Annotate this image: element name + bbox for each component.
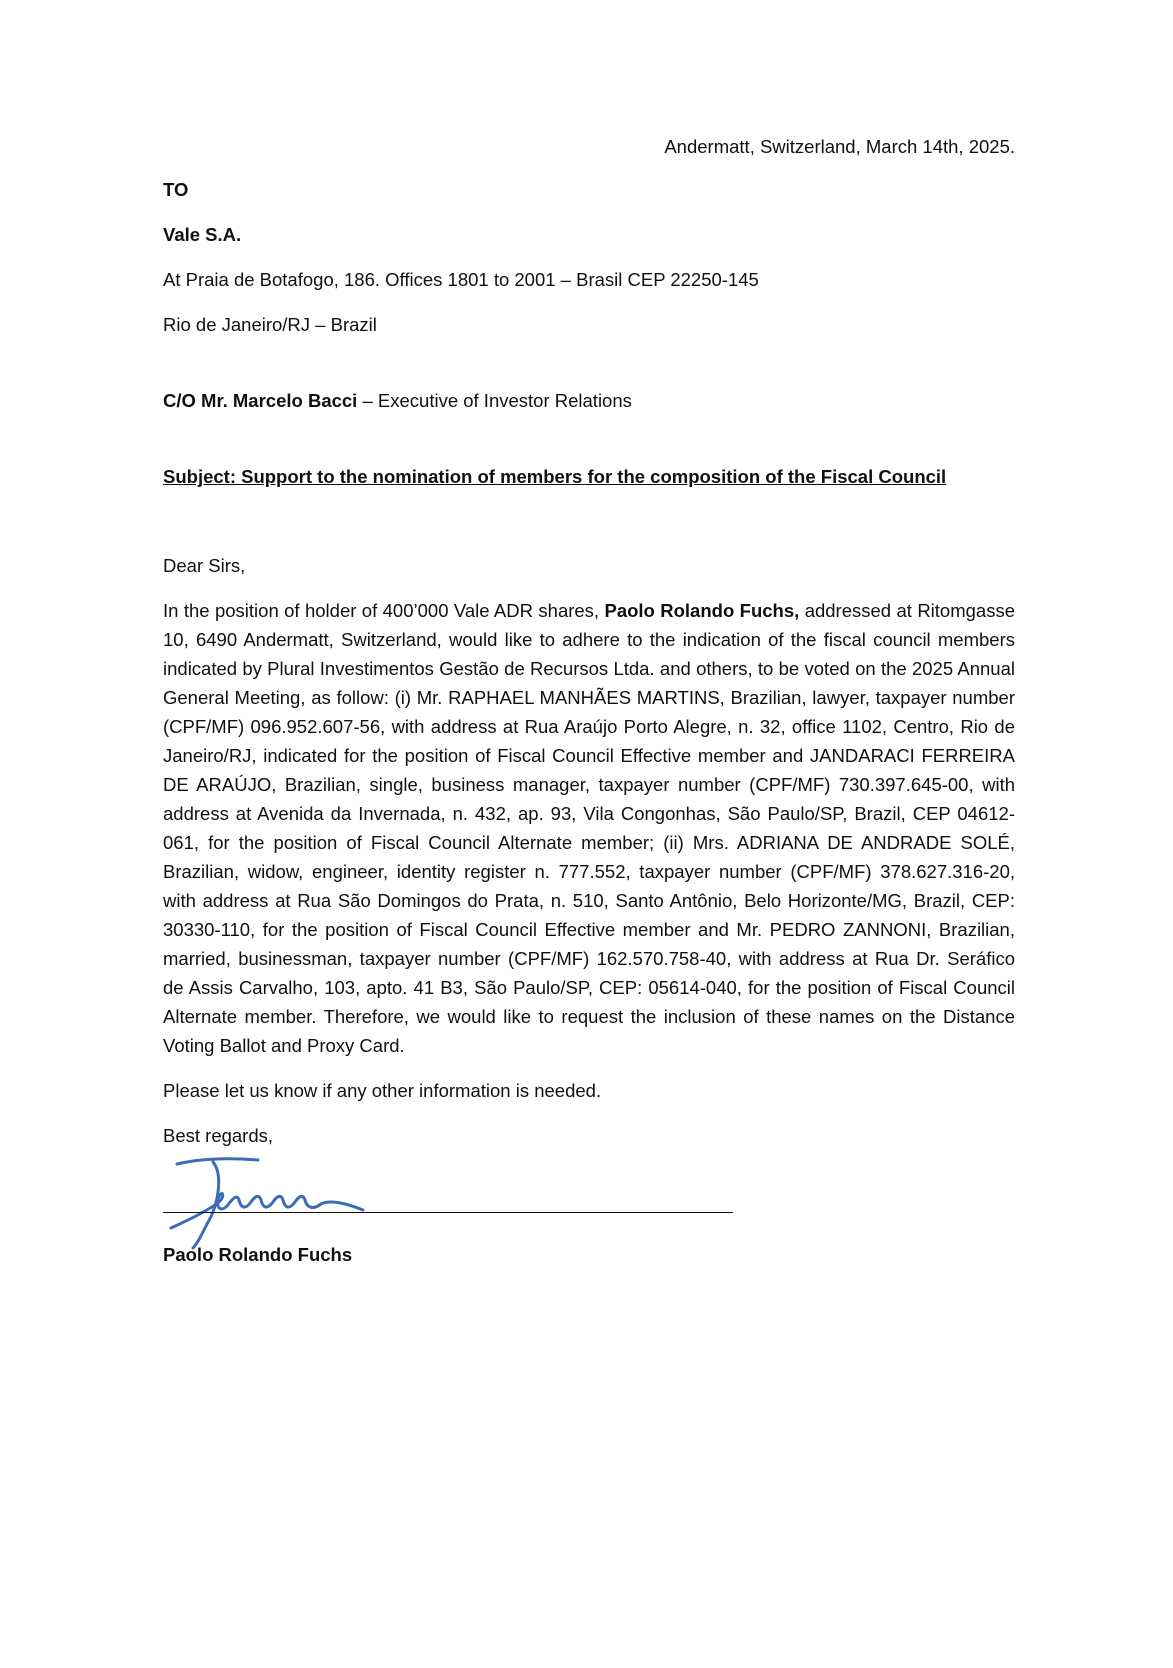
- letter-content: [163, 132, 1015, 1269]
- attention-role: – Executive of Investor Relations: [357, 390, 632, 411]
- signature-line: [163, 1212, 733, 1213]
- address-line-1: At Praia de Botafogo, 186. Offices 1801 to 2001 – Brasil CEP 22250-145: [163, 269, 759, 290]
- signer-name: Paolo Rolando Fuchs: [163, 1244, 353, 1265]
- attention-line: [163, 386, 1015, 415]
- subject-line: Subject: Support to the nomination of members for the composition of the Fiscal Council: [163, 466, 947, 487]
- company-name: Vale S.A.: [163, 224, 242, 245]
- address-line-2: Rio de Janeiro/RJ – Brazil: [163, 314, 377, 335]
- spacer: [163, 431, 1015, 462]
- body-paragraph: [163, 596, 1015, 1060]
- attention-name: C/O Mr. Marcelo Bacci: [163, 390, 358, 411]
- to-label: TO: [163, 179, 189, 200]
- body-part-1: In the position of holder of 400’000 Vale ADR shares,: [163, 600, 605, 621]
- spacer: [163, 355, 1015, 386]
- spacer: [163, 507, 1015, 551]
- holder-name: Paolo Rolando Fuchs,: [604, 600, 800, 621]
- date-line: Andermatt, Switzerland, March 14th, 2025.: [664, 136, 1015, 157]
- body-part-2: addressed at Ritomgasse 10, 6490 Andermatt, Switzerland, would like to adhere to the indication of the fiscal council members indicated by Plural Investimentos Gestão de Recursos Ltda. and others, to be voted on the 2025 Annual General Meeting, as follow: (i) Mr. RAPHAEL MANHÃES MARTINS, Brazilian, lawyer, taxpayer number (CPF/MF) 096.952.607-56, with address at Rua Araújo Porto Alegre, n. 32, office 1102, Centro, Rio de Janeiro/RJ, indicated for the position of Fiscal Council Effective member and JANDARACI FERREIRA DE ARAÚJO, Brazilian, single, business manager, taxpayer number (CPF/MF) 730.397.645-00, with address at Avenida da Invernada, n. 432, ap. 93, Vila Congonhas, São Paulo/SP, Brazil, CEP 04612-061, for the position of Fiscal Council Alternate member; (ii) Mrs. ADRIANA DE ANDRADE SOLÉ, Brazilian, widow, engineer, identity register n. 777.552, taxpayer number (CPF/MF) 378.627.316-20, with address at Rua São Domingos do Prata, n. 510, Santo Antônio, Belo Horizonte/MG, Brazil, CEP: 30330-110, for the position of Fiscal Council Effective member and Mr. PEDRO ZANNONI, Brazilian, married, businessman, taxpayer number (CPF/MF) 162.570.758-40, with address at Rua Dr. Seráfico de Assis Carvalho, 103, apto. 41 B3, São Paulo/SP, CEP: 05614-040, for the position of Fiscal Council Alternate member. Therefore, we would like to request the inclusion of these names on the Distance Voting Ballot and Proxy Card.: [163, 600, 1016, 1056]
- signature-block: [163, 1150, 1015, 1240]
- salutation: Dear Sirs,: [163, 555, 246, 576]
- closing: Best regards,: [163, 1125, 274, 1146]
- handwritten-signature: [163, 1144, 403, 1254]
- closing-request: Please let us know if any other information is needed.: [163, 1080, 602, 1101]
